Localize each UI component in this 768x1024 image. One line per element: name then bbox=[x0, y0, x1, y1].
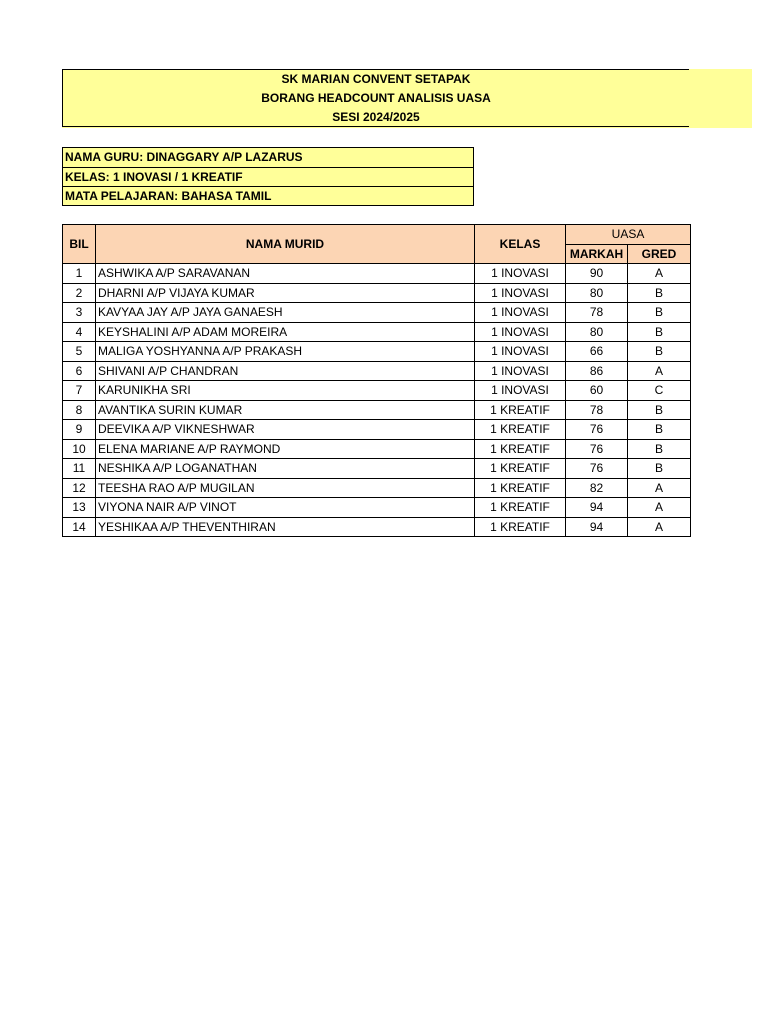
student-name-cell: YESHIKAA A/P THEVENTHIRAN bbox=[96, 517, 475, 537]
student-rows bbox=[63, 264, 691, 537]
row-number-cell: 1 bbox=[63, 264, 96, 284]
school-name: SK MARIAN CONVENT SETAPAK bbox=[281, 71, 471, 86]
row-number-cell: 5 bbox=[63, 342, 96, 362]
row-number-cell: 12 bbox=[63, 478, 96, 498]
session-label: SESI 2024/2025 bbox=[332, 109, 420, 124]
student-table bbox=[62, 224, 691, 537]
student-name-cell: SHIVANI A/P CHANDRAN bbox=[96, 361, 475, 381]
row-number-cell: 4 bbox=[63, 322, 96, 342]
student-name-cell: TEESHA RAO A/P MUGILAN bbox=[96, 478, 475, 498]
student-name-cell: ASHWIKA A/P SARAVANAN bbox=[96, 264, 475, 284]
mark-cell: 66 bbox=[566, 342, 628, 362]
mark-cell: 78 bbox=[566, 303, 628, 323]
row-number-cell: 8 bbox=[63, 400, 96, 420]
student-name-cell: DEEVIKA A/P VIKNESHWAR bbox=[96, 420, 475, 440]
grade-cell: B bbox=[628, 420, 691, 440]
grade-cell: A bbox=[628, 498, 691, 518]
grade-cell: B bbox=[628, 283, 691, 303]
table-row bbox=[63, 498, 691, 518]
info-block bbox=[62, 147, 474, 206]
table-row bbox=[63, 342, 691, 362]
mark-cell: 80 bbox=[566, 283, 628, 303]
class-cell: 1 KREATIF bbox=[475, 420, 566, 440]
grade-cell: B bbox=[628, 303, 691, 323]
grade-cell: A bbox=[628, 478, 691, 498]
mark-cell: 76 bbox=[566, 459, 628, 479]
row-number-cell: 6 bbox=[63, 361, 96, 381]
table-row bbox=[63, 283, 691, 303]
mark-cell: 60 bbox=[566, 381, 628, 401]
table-row bbox=[63, 400, 691, 420]
table-row bbox=[63, 420, 691, 440]
grade-cell: B bbox=[628, 322, 691, 342]
col-name-header: NAMA MURID bbox=[96, 225, 475, 264]
grade-cell: B bbox=[628, 459, 691, 479]
class-cell: 1 KREATIF bbox=[475, 478, 566, 498]
mark-cell: 86 bbox=[566, 361, 628, 381]
grade-cell: A bbox=[628, 264, 691, 284]
class-cell: 1 INOVASI bbox=[475, 361, 566, 381]
row-number-cell: 9 bbox=[63, 420, 96, 440]
row-number-cell: 13 bbox=[63, 498, 96, 518]
table-row bbox=[63, 303, 691, 323]
grade-cell: B bbox=[628, 400, 691, 420]
class-cell: 1 KREATIF bbox=[475, 517, 566, 537]
table-row bbox=[63, 264, 691, 284]
student-name-cell: NESHIKA A/P LOGANATHAN bbox=[96, 459, 475, 479]
mark-cell: 82 bbox=[566, 478, 628, 498]
mark-cell: 76 bbox=[566, 439, 628, 459]
class-cell: 1 INOVASI bbox=[475, 283, 566, 303]
row-number-cell: 7 bbox=[63, 381, 96, 401]
col-uasa-header: UASA bbox=[566, 225, 691, 245]
grade-cell: C bbox=[628, 381, 691, 401]
form-title: BORANG HEADCOUNT ANALISIS UASA bbox=[261, 90, 491, 105]
student-name-cell: VIYONA NAIR A/P VINOT bbox=[96, 498, 475, 518]
mark-cell: 94 bbox=[566, 517, 628, 537]
row-number-cell: 3 bbox=[63, 303, 96, 323]
grade-cell: A bbox=[628, 361, 691, 381]
col-bil-header: BIL bbox=[63, 225, 96, 264]
table-row bbox=[63, 322, 691, 342]
table-row bbox=[63, 517, 691, 537]
mark-cell: 90 bbox=[566, 264, 628, 284]
col-markah-header: MARKAH bbox=[566, 244, 628, 264]
col-kelas-header: KELAS bbox=[475, 225, 566, 264]
student-name-cell: MALIGA YOSHYANNA A/P PRAKASH bbox=[96, 342, 475, 362]
student-name-cell: KARUNIKHA SRI bbox=[96, 381, 475, 401]
class-cell: 1 INOVASI bbox=[475, 322, 566, 342]
student-name-cell: ELENA MARIANE A/P RAYMOND bbox=[96, 439, 475, 459]
title-block bbox=[62, 69, 689, 127]
teacher-name: NAMA GURU: DINAGGARY A/P LAZARUS bbox=[65, 150, 303, 164]
student-name-cell: KEYSHALINI A/P ADAM MOREIRA bbox=[96, 322, 475, 342]
table-row bbox=[63, 478, 691, 498]
student-name-cell: DHARNI A/P VIJAYA KUMAR bbox=[96, 283, 475, 303]
grade-cell: B bbox=[628, 439, 691, 459]
class-cell: 1 INOVASI bbox=[475, 381, 566, 401]
mark-cell: 78 bbox=[566, 400, 628, 420]
col-gred-header: GRED bbox=[628, 244, 691, 264]
row-number-cell: 2 bbox=[63, 283, 96, 303]
student-name-cell: KAVYAA JAY A/P JAYA GANAESH bbox=[96, 303, 475, 323]
table-row bbox=[63, 439, 691, 459]
student-name-cell: AVANTIKA SURIN KUMAR bbox=[96, 400, 475, 420]
grade-cell: A bbox=[628, 517, 691, 537]
table-header-row bbox=[63, 225, 691, 245]
class-cell: 1 KREATIF bbox=[475, 400, 566, 420]
grade-cell: B bbox=[628, 342, 691, 362]
subject-label: MATA PELAJARAN: BAHASA TAMIL bbox=[63, 186, 473, 205]
class-label: KELAS: 1 INOVASI / 1 KREATIF bbox=[63, 167, 473, 186]
class-cell: 1 INOVASI bbox=[475, 264, 566, 284]
row-number-cell: 14 bbox=[63, 517, 96, 537]
mark-cell: 94 bbox=[566, 498, 628, 518]
row-number-cell: 11 bbox=[63, 459, 96, 479]
class-cell: 1 INOVASI bbox=[475, 303, 566, 323]
class-cell: 1 KREATIF bbox=[475, 498, 566, 518]
mark-cell: 76 bbox=[566, 420, 628, 440]
table-row bbox=[63, 361, 691, 381]
table-row bbox=[63, 459, 691, 479]
mark-cell: 80 bbox=[566, 322, 628, 342]
table-row bbox=[63, 381, 691, 401]
class-cell: 1 KREATIF bbox=[475, 439, 566, 459]
row-number-cell: 10 bbox=[63, 439, 96, 459]
class-cell: 1 KREATIF bbox=[475, 459, 566, 479]
class-cell: 1 INOVASI bbox=[475, 342, 566, 362]
